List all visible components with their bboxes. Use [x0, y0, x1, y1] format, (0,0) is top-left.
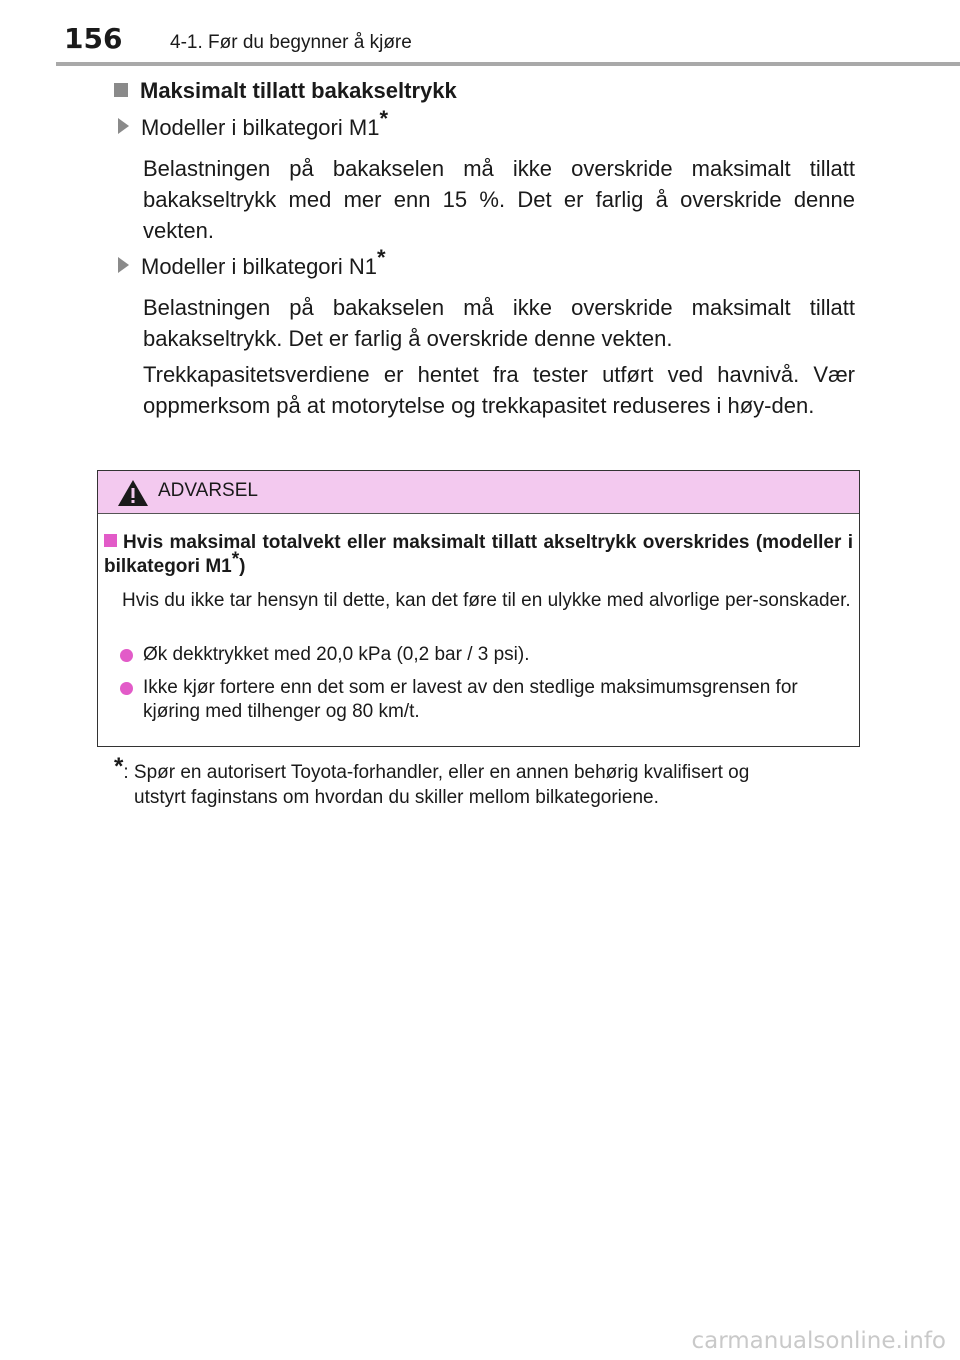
page-header: [0, 0, 960, 68]
square-bullet-icon: [114, 83, 128, 97]
footnote-star: *: [377, 245, 386, 270]
pink-square-bullet-icon: [104, 534, 117, 547]
paragraph-n1-1: Belastningen på bakakselen må ikke overskride maksimalt tillatt bakakseltrykk. Det er farlig å overskride denne vekten.: [143, 295, 855, 351]
warning-bullet: [118, 676, 853, 724]
paragraph-n1-2: Trekkapasitetsverdiene er hentet fra tester utført ved havnivå. Vær oppmerksom på at motorytelse og trekkapasitet reduseres i høy-den.: [143, 362, 855, 418]
pink-dot-icon: [120, 682, 133, 695]
subheading-n1-label: Modeller i bilkategori N1: [141, 254, 377, 279]
warning-title: [104, 531, 853, 579]
footnote-star: *: [231, 549, 240, 570]
footnote-star: *: [379, 106, 388, 131]
footnote: [114, 753, 856, 810]
warning-triangle-icon: [116, 478, 150, 508]
header-divider: [56, 62, 960, 66]
warning-bullet-text: Øk dekktrykket med 20,0 kPa (0,2 bar / 3 psi).: [143, 644, 530, 665]
section-title-text: Maksimalt tillatt bakakseltrykk: [140, 78, 457, 103]
footnote-line-1: : Spør en autorisert Toyota-forhandler, eller en annen behørig kvalifisert og: [123, 762, 750, 783]
footnote-star: *: [114, 753, 124, 780]
footnote-line-2: utstyrt faginstans om hvordan du skiller mellom bilkategoriene.: [134, 787, 659, 808]
warning-label: ADVARSEL: [158, 480, 258, 501]
warning-bullet-text: Ikke kjør fortere enn det som er lavest av den stedlige maksimumsgrensen for kjøring med tilhenger og 80 km/t.: [143, 677, 798, 722]
pink-dot-icon: [120, 649, 133, 662]
section-title: [114, 78, 457, 104]
watermark: carmanualsonline.info: [691, 1328, 946, 1354]
warning-bullet: [118, 643, 853, 667]
warning-title-end: ): [239, 556, 246, 577]
subheading-m1: [118, 106, 388, 141]
warning-body: Hvis du ikke tar hensyn til dette, kan det føre til en ulykke med alvorlige per-sonskader.: [122, 590, 851, 611]
subheading-m1-label: Modeller i bilkategori M1: [141, 115, 380, 140]
warning-box: [97, 470, 860, 747]
paragraph-m1: Belastningen på bakakselen må ikke overskride maksimalt tillatt bakakseltrykk med mer enn 15 %. Det er farlig å overskride denne vekten.: [143, 156, 855, 243]
warning-title-text: Hvis maksimal totalvekt eller maksimalt tillatt akseltrykk overskrides (modeller i bilkategori M1: [104, 532, 853, 577]
chapter-title: 4-1. Før du begynner å kjøre: [170, 32, 412, 53]
triangle-bullet-icon: [118, 257, 129, 273]
subheading-n1: [118, 245, 386, 280]
page-number: 156: [64, 22, 123, 55]
triangle-bullet-icon: [118, 118, 129, 134]
warning-header: [98, 471, 859, 514]
